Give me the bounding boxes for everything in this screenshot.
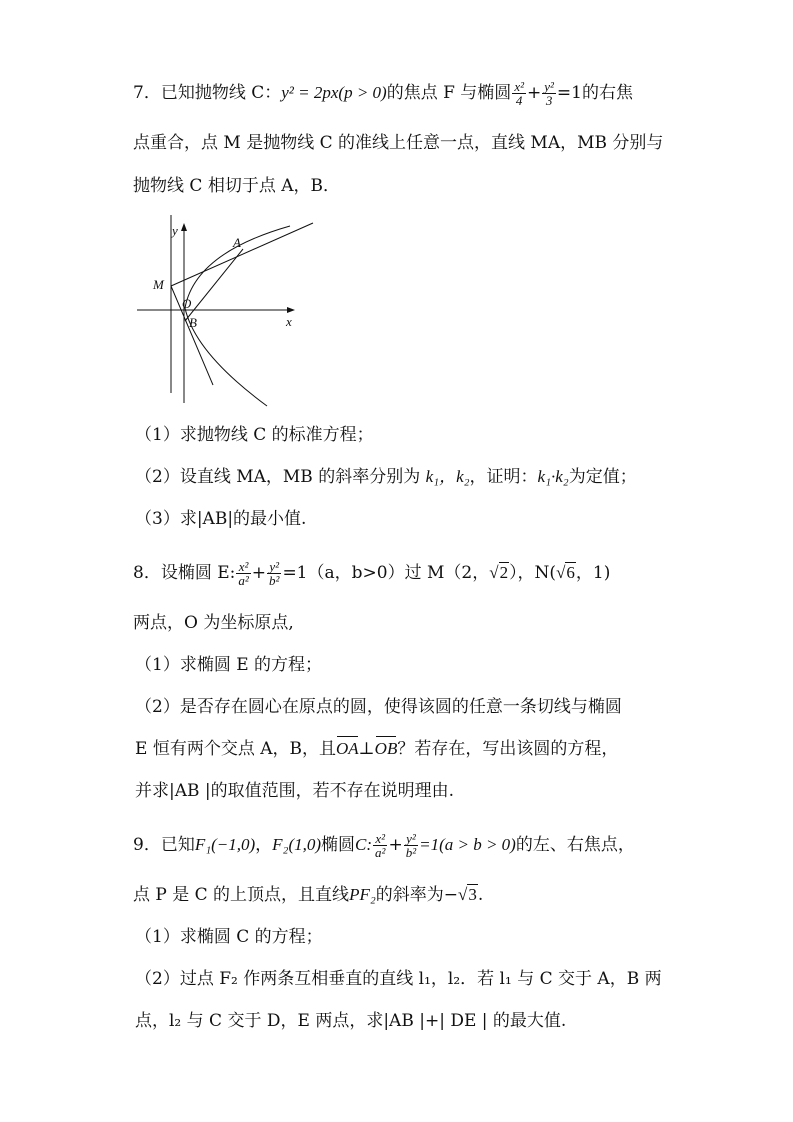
q7-text: 已知抛物线 C：	[160, 83, 282, 103]
fraction-numerator: y²	[267, 560, 281, 574]
q9-text: .	[477, 885, 484, 905]
fraction	[512, 80, 526, 107]
label-x: x	[286, 314, 292, 329]
fraction	[236, 560, 250, 587]
q8-text: 设椭圆 E:	[160, 563, 236, 583]
equals: =1	[282, 563, 308, 583]
q8-text: E 恒有两个交点 A，B，且	[135, 739, 336, 759]
label-b: B	[189, 315, 197, 330]
q9-text: 的斜率为	[375, 885, 444, 905]
q8-line-1	[133, 560, 673, 587]
fraction-denominator: a²	[375, 845, 386, 860]
q9-text: 椭圆	[321, 835, 356, 855]
fraction-denominator: a²	[238, 573, 249, 588]
q7-text: ，证明：	[469, 467, 538, 487]
q9-line-2	[133, 884, 673, 906]
radicand: 3	[468, 885, 477, 904]
line-pf2: PF₂	[349, 885, 376, 904]
q8-part-1: （1）求椭圆 E 的方程；	[135, 655, 323, 675]
tangent-mb	[171, 286, 213, 385]
parabola-curve	[185, 226, 290, 406]
q7-part-2	[135, 466, 637, 488]
q7-line-2: 点重合，点 M 是抛物线 C 的准线上任意一点，直线 MA，MB 分别与	[133, 133, 664, 153]
label-a: A	[233, 235, 241, 250]
fraction-denominator: b²	[269, 573, 280, 588]
fraction	[542, 80, 556, 107]
q8-line-2: 两点，O 为坐标原点,	[133, 613, 294, 633]
q9-text: 已知	[160, 835, 195, 855]
fraction-denominator: 3	[545, 93, 553, 108]
q9-text: 的左、右焦点，	[515, 835, 635, 855]
fraction-denominator: b²	[405, 845, 417, 860]
q9-part-2-line-1: （2）过点 F₂ 作两条互相垂直的直线 l₁，l₂．若 l₁ 与 C 交于 A，B 两	[135, 969, 662, 989]
ellipse-name: C:	[355, 835, 373, 854]
q7-text: 为定值；	[568, 467, 637, 487]
q8-part-2-line-1: （2）是否存在圆心在原点的圆，使得该圆的任意一条切线与椭圆	[135, 697, 622, 717]
label-o: O	[182, 296, 192, 311]
q8-text: ？若存在，写出该圆的方程，	[397, 739, 619, 759]
q7-parabola-equation: y² = 2px(p > 0)	[281, 83, 387, 102]
fraction-numerator: y²	[404, 832, 418, 846]
q8-text: （a，b>0）过 M（2，	[307, 563, 490, 583]
q7-line-1	[133, 80, 673, 107]
q9-part-1: （1）求椭圆 C 的方程；	[135, 927, 323, 947]
q7-product: k₁·k₂	[537, 467, 569, 486]
q9-part-2-line-2: 点，l₂ 与 C 交于 D，E 两点，求|AB |+| DE | 的最大值.	[135, 1011, 567, 1031]
q7-part-1: （1）求抛物线 C 的标准方程；	[135, 425, 374, 445]
q7-line-3: 抛物线 C 相切于点 A，B．	[133, 176, 340, 196]
radicand: 6	[566, 563, 575, 582]
tangent-ma	[171, 223, 313, 286]
fraction-numerator: x²	[373, 832, 387, 846]
radicand: 2	[499, 563, 509, 582]
q8-text: ），N(	[509, 563, 557, 583]
q7-slopes: k₁，k₂	[425, 467, 470, 486]
ellipse-condition: =1(a > b > 0)	[419, 835, 516, 854]
sqrt-3: √3	[458, 885, 477, 904]
perpendicular-sign: ⊥	[358, 739, 375, 759]
vector-ob: OB	[374, 739, 398, 758]
q8-part-2-line-3: 并求|AB |的取值范围，若不存在说明理由.	[135, 781, 455, 801]
q9-line-1	[133, 832, 673, 859]
fraction-numerator: x²	[514, 79, 524, 94]
q7-number: 7．	[133, 83, 161, 103]
q9-text: ，	[255, 835, 273, 855]
focus-f2: F₂(1,0)	[272, 835, 322, 854]
sqrt-6: √6	[556, 563, 575, 582]
q8-part-2-line-2	[135, 738, 618, 760]
label-y: y	[172, 223, 178, 238]
q9-text: 点 P 是 C 的上顶点，且直线	[133, 885, 350, 905]
vector-oa: OA	[336, 739, 359, 758]
fraction	[404, 832, 418, 859]
q8-number: 8．	[133, 563, 161, 583]
sqrt-2: √2	[489, 563, 509, 582]
fraction	[267, 560, 281, 587]
q7-part-3: （3）求|AB|的最小值.	[135, 509, 307, 529]
parabola-diagram	[135, 213, 335, 408]
q8-text: ，1)	[575, 563, 611, 583]
q7-text: 的右焦	[581, 83, 633, 103]
x-axis-arrow	[287, 307, 295, 313]
label-m: M	[153, 277, 164, 292]
equals: =1	[556, 83, 582, 103]
plus-sign: +	[388, 835, 403, 855]
y-axis-arrow	[181, 223, 187, 231]
q7-text: （2）设直线 MA，MB 的斜率分别为	[135, 467, 426, 487]
fraction-numerator: x²	[236, 560, 250, 574]
fraction	[373, 832, 387, 859]
q7-text: 的焦点 F 与椭圆	[386, 83, 512, 103]
q9-number: 9．	[133, 835, 161, 855]
plus-sign: +	[526, 83, 542, 103]
fraction-denominator: 4	[515, 93, 523, 108]
focus-f1: F₁(−1,0)	[194, 835, 256, 854]
fraction-numerator: y²	[544, 79, 554, 94]
plus-sign: +	[251, 563, 267, 583]
minus-sign: −	[443, 885, 458, 905]
